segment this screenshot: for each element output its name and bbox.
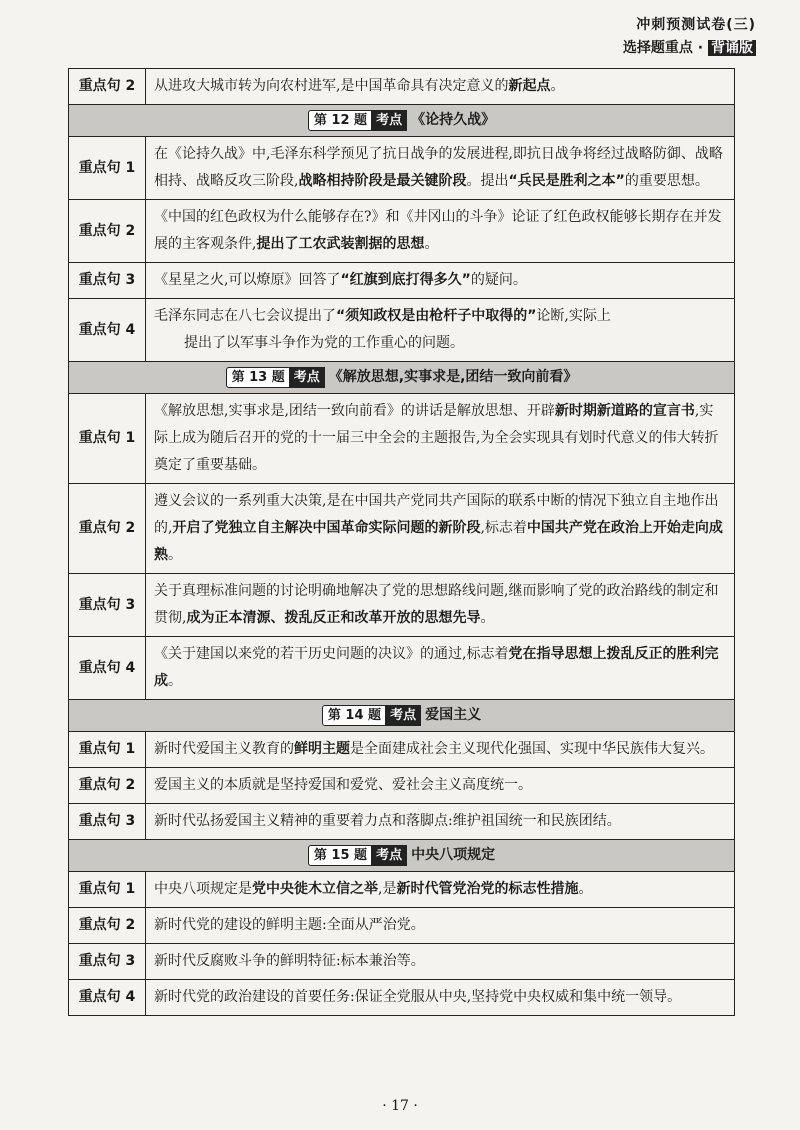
row-label: 重点句 2: [69, 69, 146, 105]
row-label: 重点句 2: [69, 484, 146, 574]
table-row: [69, 908, 735, 944]
row-text: 关于真理标准问题的讨论明确地解决了党的思想路线问题,继而影响了党的政治路线的制定和贯彻,成为正本清源、拨乱反正和改革开放的思想先导。: [146, 574, 735, 637]
row-text: 新时代弘扬爱国主义精神的重要着力点和落脚点:维护祖国统一和民族团结。: [146, 804, 735, 840]
row-label: 重点句 3: [69, 804, 146, 840]
row-text: 毛泽东同志在八七会议提出了“须知政权是由枪杆子中取得的”论断,实际上 提出了以军事斗争作为党的工作重心的问题。: [146, 299, 735, 362]
kaodian-tag: 考点: [371, 845, 407, 866]
section-header-q14: [69, 700, 735, 732]
row-label: 重点句 2: [69, 200, 146, 263]
row-label: 重点句 4: [69, 980, 146, 1016]
table-row: [69, 804, 735, 840]
row-label: 重点句 4: [69, 299, 146, 362]
row-label: 重点句 1: [69, 732, 146, 768]
header-tag: 背诵版: [708, 40, 756, 56]
table-row: [69, 394, 735, 484]
row-text: 《中国的红色政权为什么能够存在?》和《井冈山的斗争》论证了红色政权能够长期存在并发展的主客观条件,提出了工农武装割据的思想。: [146, 200, 735, 263]
row-text: 中央八项规定是党中央徙木立信之举,是新时代管党治党的标志性措施。: [146, 872, 735, 908]
row-label: 重点句 2: [69, 768, 146, 804]
table-row: [69, 484, 735, 574]
kaodian-tag: 考点: [289, 367, 325, 388]
question-number: 第 14 题: [322, 705, 387, 726]
section-title: 爱国主义: [425, 707, 482, 723]
row-label: 重点句 3: [69, 263, 146, 299]
row-text: 新时代爱国主义教育的鲜明主题是全面建成社会主义现代化强国、实现中华民族伟大复兴。: [146, 732, 735, 768]
row-text: 在《论持久战》中,毛泽东科学预见了抗日战争的发展进程,即抗日战争将经过战略防御、战略相持、战略反攻三阶段,战略相持阶段是最关键阶段。提出“兵民是胜利之本”的重要思想。: [146, 137, 735, 200]
row-label: 重点句 1: [69, 137, 146, 200]
table-row: [69, 69, 735, 105]
table-row: [69, 944, 735, 980]
row-text: 爱国主义的本质就是坚持爱国和爱党、爱社会主义高度统一。: [146, 768, 735, 804]
table-row: [69, 872, 735, 908]
row-label: 重点句 3: [69, 574, 146, 637]
header-title: 冲刺预测试卷(三): [636, 17, 756, 33]
row-text: 《关于建国以来党的若干历史问题的决议》的通过,标志着党在指导思想上拨乱反正的胜利完成。: [146, 637, 735, 700]
row-text: 《解放思想,实事求是,团结一致向前看》的讲话是解放思想、开辟新时期新道路的宣言书,实际上成为随后召开的党的十一届三中全会的主题报告,为全会实现具有划时代意义的伟大转折奠定了重要基础。: [146, 394, 735, 484]
header-subtitle: 选择题重点 · 背诵版: [623, 37, 756, 57]
row-label: 重点句 1: [69, 394, 146, 484]
row-label: 重点句 1: [69, 872, 146, 908]
kaodian-tag: 考点: [385, 705, 421, 726]
question-number: 第 15 题: [308, 845, 373, 866]
table-row: [69, 137, 735, 200]
key-points-table: [68, 68, 735, 1016]
row-label: 重点句 4: [69, 637, 146, 700]
page-header: [623, 14, 756, 57]
row-text: 新时代反腐败斗争的鲜明特征:标本兼治等。: [146, 944, 735, 980]
row-text: 新时代党的政治建设的首要任务:保证全党服从中央,坚持党中央权威和集中统一领导。: [146, 980, 735, 1016]
row-text: 遵义会议的一系列重大决策,是在中国共产党同共产国际的联系中断的情况下独立自主地作出的,开启了党独立自主解决中国革命实际问题的新阶段,标志着中国共产党在政治上开始走向成熟。: [146, 484, 735, 574]
section-header-q13: [69, 362, 735, 394]
table-row: [69, 574, 735, 637]
question-number: 第 12 题: [308, 110, 373, 131]
table-row: [69, 732, 735, 768]
row-label: 重点句 2: [69, 908, 146, 944]
section-title: 《论持久战》: [411, 112, 496, 128]
table-row: [69, 768, 735, 804]
table-row: [69, 263, 735, 299]
table-row: [69, 637, 735, 700]
row-text: 《星星之火,可以燎原》回答了“红旗到底打得多久”的疑问。: [146, 263, 735, 299]
table-row: [69, 200, 735, 263]
question-number: 第 13 题: [226, 367, 291, 388]
section-header-q15: [69, 840, 735, 872]
page-number: · 17 ·: [382, 1098, 418, 1114]
section-title: 中央八项规定: [411, 847, 496, 863]
row-text: 从进攻大城市转为向农村进军,是中国革命具有决定意义的新起点。: [146, 69, 735, 105]
kaodian-tag: 考点: [371, 110, 407, 131]
table-row: [69, 980, 735, 1016]
section-header-q12: [69, 105, 735, 137]
row-text: 新时代党的建设的鲜明主题:全面从严治党。: [146, 908, 735, 944]
section-title: 《解放思想,实事求是,团结一致向前看》: [328, 369, 578, 385]
table-row: [69, 299, 735, 362]
row-label: 重点句 3: [69, 944, 146, 980]
